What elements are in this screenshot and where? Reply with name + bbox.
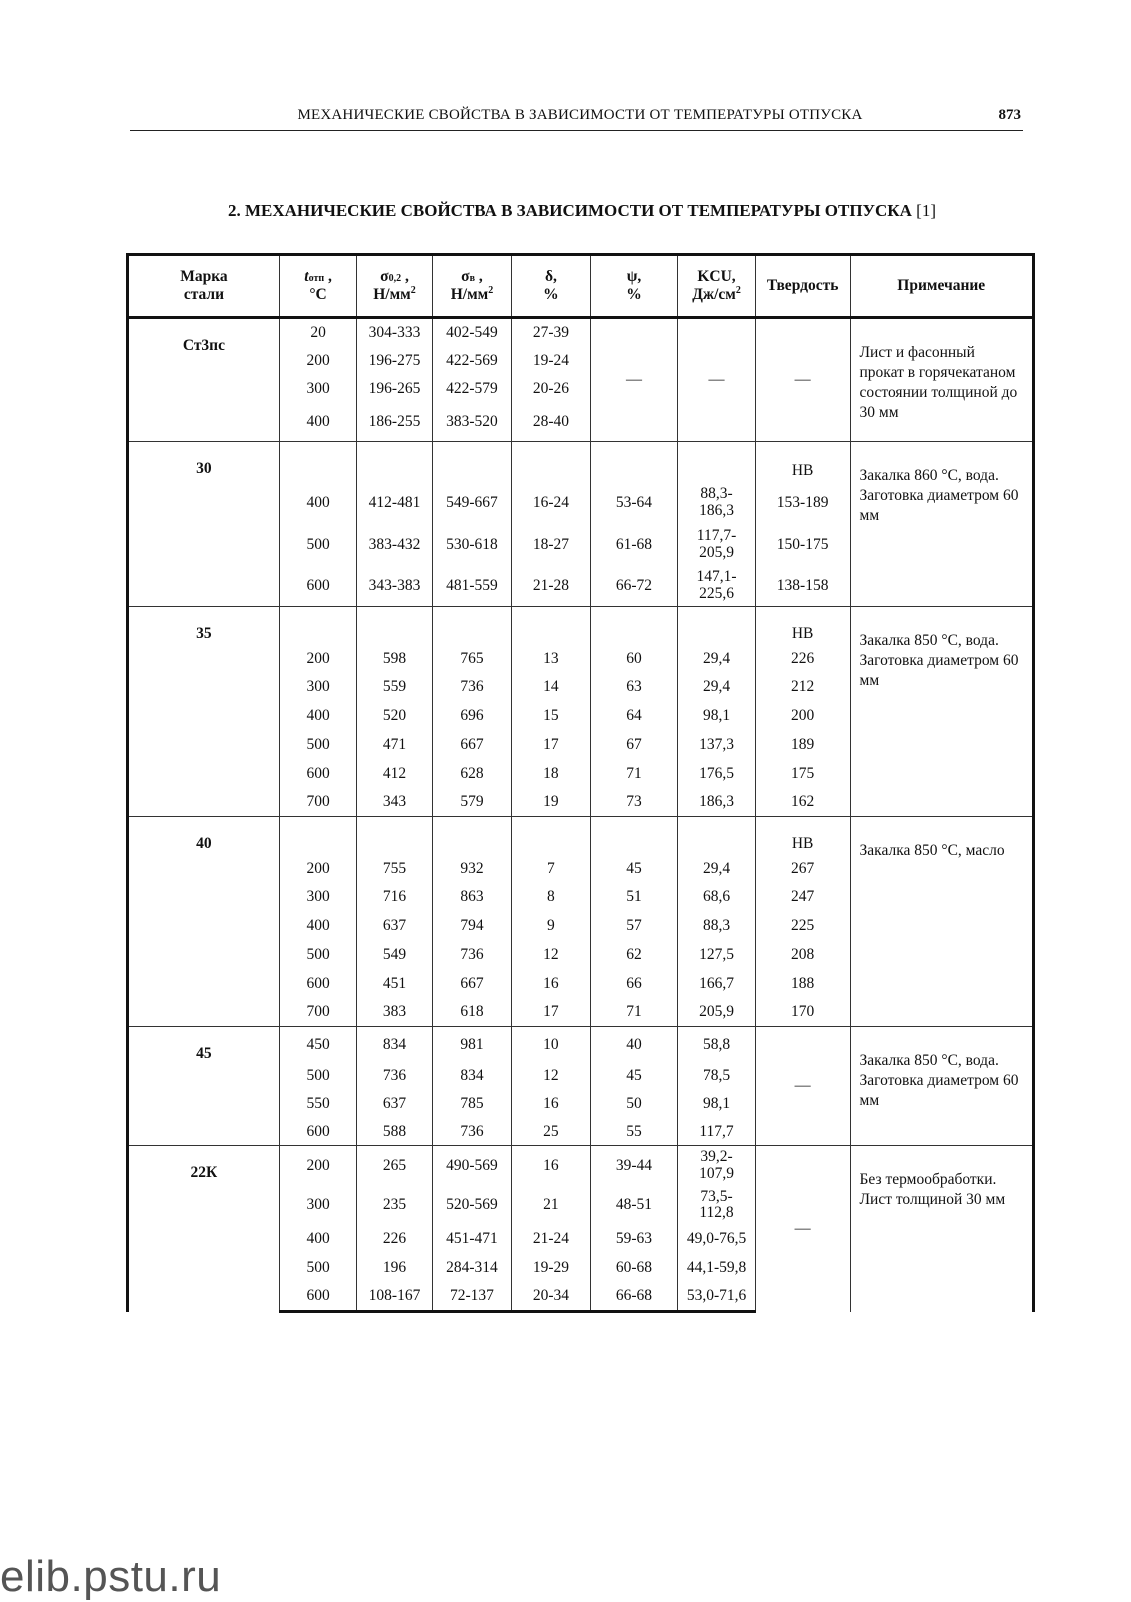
table-cell: 7: [512, 855, 590, 883]
table-cell: 618: [432, 999, 511, 1027]
page-number: 873: [998, 107, 1021, 123]
table-cell: 29,4: [678, 645, 755, 673]
table-cell: 127,5: [678, 941, 755, 970]
table-cell: [357, 817, 432, 855]
table-cell: 71: [590, 760, 678, 789]
table-cell: 400: [279, 912, 356, 941]
table-cell: [512, 817, 590, 855]
table-cell: 176,5: [678, 760, 755, 789]
table-cell: 88,3- 186,3: [678, 482, 755, 524]
table-cell: 138-158: [755, 566, 850, 607]
table-title-ref: [1]: [916, 201, 936, 220]
table-cell: 68,6: [678, 883, 755, 912]
table-cell: 39,2- 107,9: [678, 1146, 755, 1186]
table-cell: [279, 817, 356, 855]
table-cell: 27-39: [512, 318, 590, 348]
table-cell: 422-579: [432, 375, 511, 404]
table-cell: [279, 607, 356, 645]
table-cell: 25: [512, 1119, 590, 1146]
table-cell: 304-333: [357, 318, 432, 348]
table-cell: 66-68: [590, 1283, 678, 1312]
table-cell: 700: [279, 789, 356, 817]
table-cell: 300: [279, 375, 356, 404]
table-cell: 559: [357, 673, 432, 702]
hardness-unit: НВ: [755, 817, 850, 855]
table-cell: 200: [279, 645, 356, 673]
table-cell: [432, 607, 511, 645]
table-cell: 10: [512, 1027, 590, 1063]
table-cell: 20: [279, 318, 356, 348]
table-cell: 490-569: [432, 1146, 511, 1186]
table-cell: 696: [432, 702, 511, 731]
table-title-text: 2. МЕХАНИЧЕСКИЕ СВОЙСТВА В ЗАВИСИМОСТИ ОТ ТЕМПЕРАТУРЫ ОТПУСКА: [227, 201, 912, 220]
col-header-note: Примечание: [850, 255, 1033, 318]
table-cell: 471: [357, 731, 432, 760]
running-header: [130, 104, 1023, 131]
table-cell: 63: [590, 673, 678, 702]
table-cell: [678, 607, 755, 645]
table-row: [128, 318, 1034, 348]
table-cell: 600: [279, 1119, 356, 1146]
table-cell: 863: [432, 883, 511, 912]
table-cell: 451-471: [432, 1225, 511, 1254]
table-cell: 500: [279, 1254, 356, 1283]
table-cell: 188: [755, 970, 850, 999]
table-cell: 40: [590, 1027, 678, 1063]
table-cell: 400: [279, 482, 356, 524]
table-cell: 200: [755, 702, 850, 731]
table-cell: 9: [512, 912, 590, 941]
grade-cell: 45: [128, 1027, 280, 1146]
table-cell: 765: [432, 645, 511, 673]
col-header-impact: KCU, $Дж/см^2$: [678, 255, 755, 318]
table-cell: 383: [357, 999, 432, 1027]
table-cell: 57: [590, 912, 678, 941]
table-cell: 13: [512, 645, 590, 673]
table-cell: 226: [357, 1225, 432, 1254]
table-cell: [512, 442, 590, 482]
table-cell: 61-68: [590, 524, 678, 566]
table-cell: 64: [590, 702, 678, 731]
grade-cell: Ст3пс: [128, 318, 280, 442]
table-cell: 247: [755, 883, 850, 912]
table-cell: 284-314: [432, 1254, 511, 1283]
table-cell: 12: [512, 1063, 590, 1089]
table-cell: 549-667: [432, 482, 511, 524]
watermark-url: elib.pstu.ru: [0, 1552, 222, 1601]
table-cell: 108-167: [357, 1283, 432, 1312]
table-cell: 400: [279, 1225, 356, 1254]
table-cell: [512, 607, 590, 645]
table-cell: 20-26: [512, 375, 590, 404]
table-cell: [590, 442, 678, 482]
table-cell: 16: [512, 1089, 590, 1119]
col-header-tensile: σв , $Н/мм^2$: [432, 255, 511, 318]
table-cell: 8: [512, 883, 590, 912]
table-cell: 200: [279, 1146, 356, 1186]
table-cell: 44,1-59,8: [678, 1254, 755, 1283]
hardness-unit: НВ: [755, 442, 850, 482]
table-cell: 598: [357, 645, 432, 673]
table-cell: 50: [590, 1089, 678, 1119]
properties-table: [126, 253, 1035, 1313]
table-cell: 162: [755, 789, 850, 817]
table-cell: 28-40: [512, 404, 590, 442]
table-cell: 19: [512, 789, 590, 817]
table-cell: 400: [279, 702, 356, 731]
hardness-unit: НВ: [755, 607, 850, 645]
table-cell: 60: [590, 645, 678, 673]
table-cell: 12: [512, 941, 590, 970]
table-cell: [432, 817, 511, 855]
table-cell: 189: [755, 731, 850, 760]
table-cell: 300: [279, 673, 356, 702]
table-cell: 45: [590, 855, 678, 883]
table-cell: 412-481: [357, 482, 432, 524]
table-cell: 170: [755, 999, 850, 1027]
table-cell: 208: [755, 941, 850, 970]
table-cell: 600: [279, 760, 356, 789]
table-cell: 226: [755, 645, 850, 673]
table-cell: 667: [432, 731, 511, 760]
table-cell: 520-569: [432, 1186, 511, 1225]
note-cell: Закалка 850 °С, вода. Заготовка диаметром 60 мм: [850, 1027, 1033, 1146]
running-title: МЕХАНИЧЕСКИЕ СВОЙСТВА В ЗАВИСИМОСТИ ОТ ТЕМПЕРАТУРЫ ОТПУСКА: [297, 107, 863, 123]
table-cell: 600: [279, 566, 356, 607]
merged-dash-hardness: —: [755, 318, 850, 442]
table-cell: 55: [590, 1119, 678, 1146]
table-cell: [678, 817, 755, 855]
table-cell: [590, 607, 678, 645]
table-cell: 785: [432, 1089, 511, 1119]
table-cell: 736: [432, 1119, 511, 1146]
table-cell: 16: [512, 1146, 590, 1186]
table-cell: 450: [279, 1027, 356, 1063]
table-cell: 20-34: [512, 1283, 590, 1312]
table-cell: 186,3: [678, 789, 755, 817]
col-header-hardness: Твердость: [755, 255, 850, 318]
table-cell: 579: [432, 789, 511, 817]
table-cell: 412: [357, 760, 432, 789]
table-cell: [590, 817, 678, 855]
table-cell: 51: [590, 883, 678, 912]
table-cell: 500: [279, 1063, 356, 1089]
table-cell: 29,4: [678, 673, 755, 702]
table-cell: 550: [279, 1089, 356, 1119]
table-row: [128, 607, 1034, 645]
table-cell: 794: [432, 912, 511, 941]
table-cell: 60-68: [590, 1254, 678, 1283]
table-cell: 267: [755, 855, 850, 883]
table-cell: 500: [279, 941, 356, 970]
table-header-row: [128, 255, 1034, 318]
table-cell: 200: [279, 348, 356, 375]
merged-dash-hardness: —: [755, 1027, 850, 1146]
note-cell: Закалка 860 °С, вода. Заготовка диаметром 60 мм: [850, 442, 1033, 607]
table-cell: 88,3: [678, 912, 755, 941]
table-row: [128, 442, 1034, 482]
table-cell: 72-137: [432, 1283, 511, 1312]
table-cell: 153-189: [755, 482, 850, 524]
table-cell: 19-29: [512, 1254, 590, 1283]
col-header-elongation: δ, %: [512, 255, 590, 318]
table-cell: 21-28: [512, 566, 590, 607]
table-cell: 200: [279, 855, 356, 883]
table-cell: [432, 442, 511, 482]
table-cell: 45: [590, 1063, 678, 1089]
table-cell: 451: [357, 970, 432, 999]
table-cell: 71: [590, 999, 678, 1027]
table-cell: 196: [357, 1254, 432, 1283]
table-cell: 53,0-71,6: [678, 1283, 755, 1312]
table-cell: 637: [357, 1089, 432, 1119]
table-cell: 588: [357, 1119, 432, 1146]
col-header-temp: tотп , °С: [279, 255, 356, 318]
table-cell: 16: [512, 970, 590, 999]
table-cell: 755: [357, 855, 432, 883]
table-cell: 834: [432, 1063, 511, 1089]
table-cell: 186-255: [357, 404, 432, 442]
table-cell: 235: [357, 1186, 432, 1225]
table-cell: 500: [279, 731, 356, 760]
table-cell: 481-559: [432, 566, 511, 607]
table-cell: 700: [279, 999, 356, 1027]
table-cell: 39-44: [590, 1146, 678, 1186]
table-cell: 196-275: [357, 348, 432, 375]
table-cell: 265: [357, 1146, 432, 1186]
table-cell: 14: [512, 673, 590, 702]
table-cell: 59-63: [590, 1225, 678, 1254]
table-cell: 78,5: [678, 1063, 755, 1089]
note-cell: Закалка 850 °С, масло: [850, 817, 1033, 1027]
table-cell: 15: [512, 702, 590, 731]
merged-dash-kcu: —: [678, 318, 755, 442]
table-cell: 383-432: [357, 524, 432, 566]
table-cell: 147,1- 225,6: [678, 566, 755, 607]
grade-cell: 40: [128, 817, 280, 1027]
table-cell: 166,7: [678, 970, 755, 999]
table-cell: 422-569: [432, 348, 511, 375]
table-cell: 530-618: [432, 524, 511, 566]
table-cell: 67: [590, 731, 678, 760]
table-cell: 549: [357, 941, 432, 970]
table-cell: 53-64: [590, 482, 678, 524]
table-cell: 736: [432, 673, 511, 702]
table-cell: 343: [357, 789, 432, 817]
table-cell: 343-383: [357, 566, 432, 607]
table-cell: 400: [279, 404, 356, 442]
table-cell: 175: [755, 760, 850, 789]
table-cell: 212: [755, 673, 850, 702]
table-cell: 834: [357, 1027, 432, 1063]
col-header-reduction: ψ, %: [590, 255, 678, 318]
table-cell: 637: [357, 912, 432, 941]
col-header-grade: Марка стали: [128, 255, 280, 318]
table-cell: [357, 607, 432, 645]
table-cell: 21-24: [512, 1225, 590, 1254]
table-cell: 736: [357, 1063, 432, 1089]
table-cell: 98,1: [678, 1089, 755, 1119]
table-cell: 16-24: [512, 482, 590, 524]
table-cell: 300: [279, 1186, 356, 1225]
grade-cell: 22К: [128, 1146, 280, 1312]
table-cell: 62: [590, 941, 678, 970]
merged-dash-hardness: —: [755, 1146, 850, 1312]
table-cell: 98,1: [678, 702, 755, 731]
note-cell: Закалка 850 °С, вода. Заготовка диаметром 60 мм: [850, 607, 1033, 817]
table-cell: 137,3: [678, 731, 755, 760]
note-cell: Лист и фасонный прокат в горячекатаном состоянии толщиной до 30 мм: [850, 318, 1033, 442]
table-cell: 19-24: [512, 348, 590, 375]
col-header-yield: σ0,2 , $Н/мм^2$: [357, 255, 432, 318]
table-cell: 716: [357, 883, 432, 912]
table-cell: 18: [512, 760, 590, 789]
table-cell: 73,5- 112,8: [678, 1186, 755, 1225]
note-cell: Без термообработки. Лист толщиной 30 мм: [850, 1146, 1033, 1312]
table-row: [128, 817, 1034, 855]
table-cell: 196-265: [357, 375, 432, 404]
table-row: [128, 1146, 1034, 1186]
table-cell: 17: [512, 999, 590, 1027]
table-cell: 736: [432, 941, 511, 970]
table-row: [128, 1027, 1034, 1063]
table-cell: 383-520: [432, 404, 511, 442]
grade-cell: 35: [128, 607, 280, 817]
table-cell: 150-175: [755, 524, 850, 566]
table-cell: 117,7- 205,9: [678, 524, 755, 566]
table-title: [126, 201, 1038, 221]
table-cell: 66: [590, 970, 678, 999]
table-cell: 500: [279, 524, 356, 566]
table-cell: 17: [512, 731, 590, 760]
table-cell: 667: [432, 970, 511, 999]
grade-cell: 30: [128, 442, 280, 607]
table-cell: 21: [512, 1186, 590, 1225]
table-cell: 600: [279, 1283, 356, 1312]
table-cell: 300: [279, 883, 356, 912]
table-cell: 402-549: [432, 318, 511, 348]
table-cell: [678, 442, 755, 482]
table-cell: 600: [279, 970, 356, 999]
table-cell: 73: [590, 789, 678, 817]
table-cell: 29,4: [678, 855, 755, 883]
table-cell: 981: [432, 1027, 511, 1063]
table-cell: 18-27: [512, 524, 590, 566]
table-cell: 205,9: [678, 999, 755, 1027]
table-cell: 628: [432, 760, 511, 789]
table-cell: 58,8: [678, 1027, 755, 1063]
table-cell: 520: [357, 702, 432, 731]
table-cell: 48-51: [590, 1186, 678, 1225]
table-cell: 117,7: [678, 1119, 755, 1146]
table-cell: [279, 442, 356, 482]
table-cell: 225: [755, 912, 850, 941]
merged-dash-psi: —: [590, 318, 678, 442]
table-cell: 932: [432, 855, 511, 883]
table-cell: 66-72: [590, 566, 678, 607]
table-cell: [357, 442, 432, 482]
table-cell: 49,0-76,5: [678, 1225, 755, 1254]
